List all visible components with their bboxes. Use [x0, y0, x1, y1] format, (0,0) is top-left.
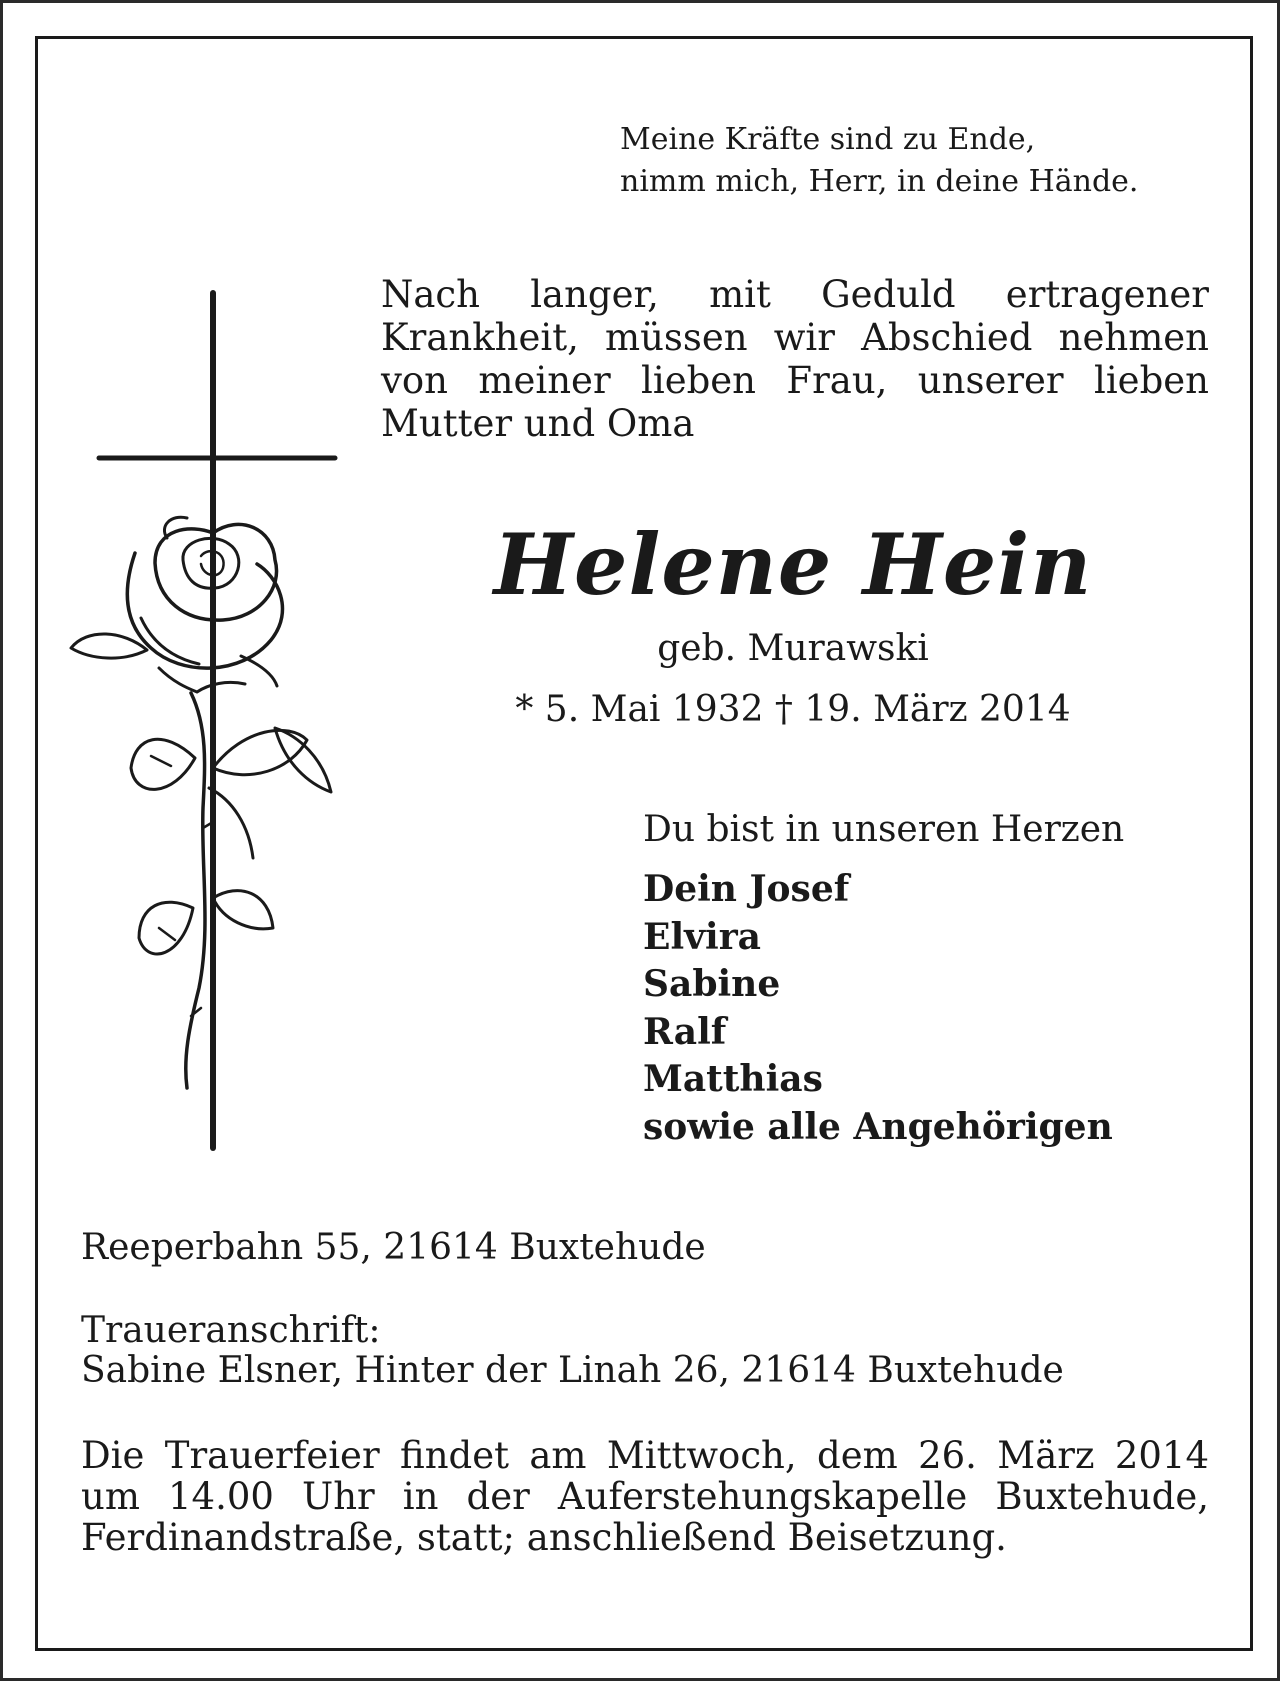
maiden-name: geb. Murawski — [657, 628, 929, 669]
motto-verse: Meine Kräfte sind zu Ende, nimm mich, Herr, in deine Hände. — [620, 122, 1139, 199]
survivor-name: sowie alle Angehörigen — [643, 1105, 1113, 1148]
survivor-name: Matthias — [643, 1058, 823, 1100]
survivor-name: Sabine — [643, 963, 781, 1005]
deceased-name: Helene Hein — [493, 515, 1093, 614]
survivor-name: Elvira — [643, 915, 762, 958]
mailing-address-label: Traueranschrift: — [81, 1310, 381, 1351]
funeral-information: Die Trauerfeier findet am Mittwoch, dem 26. März 2014 um 14.00 Uhr in der Auferstehungskapelle Buxtehude, Ferdinandstraße, statt; anschließend Beisetzung. — [81, 1434, 1209, 1559]
survivor-name: Ralf — [643, 1010, 727, 1053]
mailing-address: Sabine Elsner, Hinter der Linah 26, 21614 Buxtehude — [81, 1350, 1064, 1391]
home-address: Reeperbahn 55, 21614 Buxtehude — [81, 1227, 706, 1268]
greeting-line: Du bist in unseren Herzen — [643, 809, 1125, 850]
survivors-list — [643, 866, 1113, 1151]
survivor-name: Dein Josef — [643, 868, 850, 910]
cross-with-rose-icon — [63, 288, 363, 1154]
life-dates: * 5. Mai 1932 † 19. März 2014 — [515, 689, 1071, 730]
intro-text: Nach langer, mit Geduld ertragener Krankheit, müssen wir Abschied nehmen von meiner lieben Frau, unserer lieben Mutter und Oma — [381, 273, 1209, 445]
